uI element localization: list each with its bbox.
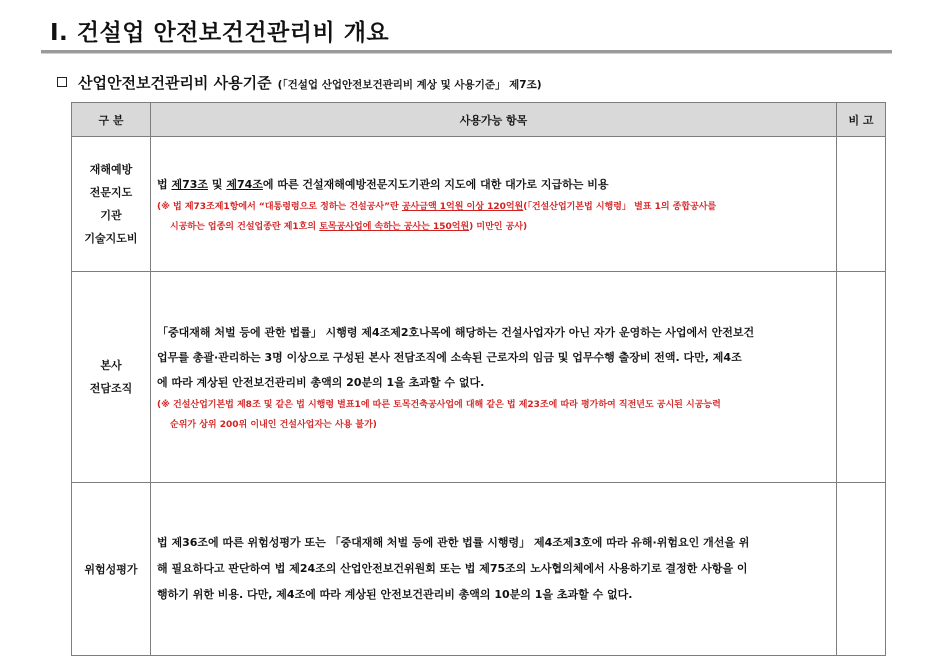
category-cell: 재해예방 전문지도 기관 기술지도비: [72, 137, 151, 272]
category-cell: 위험성평가: [72, 483, 151, 656]
remark-cell: [837, 272, 886, 483]
usage-table: [71, 102, 886, 656]
table-row: [72, 272, 886, 483]
table-row: [72, 137, 886, 272]
item-note: (※ 법 제73조제1항에서 “대통령령으로 정하는 건설공사”란 공사금액 1억원 이상 120억원(「건설산업기본법 시행령」 별표 1의 종합공사를 시공하는 업종의 건설업종란 제1호의 토목공사업에 속하는 공사는 150억원) 미만인 공사): [157, 201, 717, 232]
section-heading: [57, 72, 542, 93]
remark-cell: [837, 137, 886, 272]
item-text: 법 제73조 및 제74조에 따른 건설재해예방전문지도기관의 지도에 대한 대가로 지급하는 비용: [157, 177, 609, 191]
content-cell: [151, 137, 837, 272]
section-source: (「건설업 산업안전보건관리비 계상 및 사용기준」 제7조): [277, 79, 542, 91]
remark-cell: [837, 483, 886, 656]
content-cell: [151, 272, 837, 483]
section-title: 산업안전보건관리비 사용기준: [78, 74, 272, 92]
table-row: [72, 483, 886, 656]
item-note: (※ 건설산업기본법 제8조 및 같은 법 시행령 별표1에 따른 토목건축공사업에 대해 같은 법 제23조에 따라 평가하여 직전년도 공시된 시공능력 순위가 상위 200위 이내인 건설사업자는 사용 불가): [157, 399, 721, 430]
header-remark: 비 고: [837, 103, 886, 137]
checkbox-bullet-icon: [57, 77, 67, 87]
content-cell: [151, 483, 837, 656]
item-text: 법 제36조에 따른 위험성평가 또는 「중대재해 처벌 등에 관한 법률 시행령」 제4조제3호에 따라 유해·위험요인 개선을 위 해 필요하다고 판단하여 법 제24조의 산업안전보건위원회 또는 법 제75조의 노사협의체에서 사용하기로 결정한 사항을 이 행하기 위한 비용. 다만, 제4조에 따라 계상된 안전보건관리비 총액의 10분의 1을 초과할 수 없다.: [157, 536, 750, 601]
table-header-row: [72, 103, 886, 137]
item-text: 「중대재해 처벌 등에 관한 법률」 시행령 제4조제2호나목에 해당하는 건설사업자가 아닌 자가 운영하는 사업에서 안전보건 업무를 총괄·관리하는 3명 이상으로 구성된 본사 전담조직에 소속된 근로자의 임금 및 업무수행 출장비 전액. 다만, 제4조 에 따라 계상된 안전보건관리비 총액의 20분의 1을 초과할 수 없다.: [157, 325, 755, 389]
category-cell: 본사 전담조직: [72, 272, 151, 483]
header-items: 사용가능 항목: [151, 103, 837, 137]
header-category: 구 분: [72, 103, 151, 137]
page-title: Ⅰ. 건설업 안전보건건관리비 개요: [50, 20, 390, 46]
title-divider-shadow: [41, 53, 892, 54]
